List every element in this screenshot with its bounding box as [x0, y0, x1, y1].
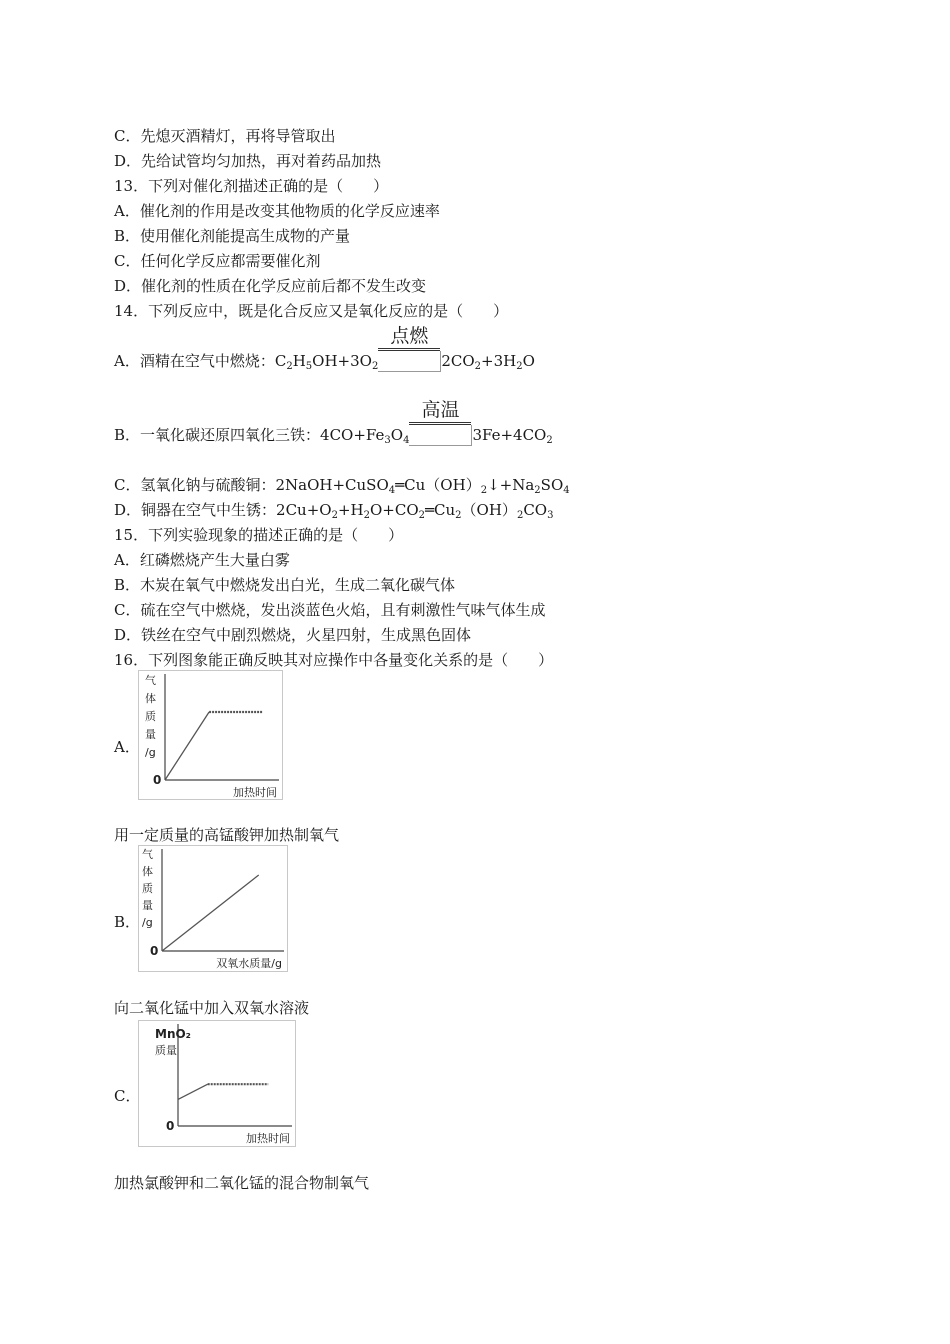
y-axis-label: 质量 — [155, 1044, 177, 1057]
chart-b — [138, 845, 288, 972]
q13-option-d: D．催化剂的性质在化学反应前后都不发生改变 — [114, 277, 427, 295]
y-axis-label: /g — [145, 746, 156, 759]
q14-a-rhs: $2CO_2+3H_2O$ — [441, 352, 535, 372]
origin-label: 0 — [150, 944, 159, 958]
chart-b-svg — [138, 845, 288, 972]
q14-option-a — [114, 325, 535, 372]
y-axis-label: 量 — [142, 899, 153, 912]
y-axis-label: /g — [142, 916, 153, 929]
chart-a-svg — [138, 670, 283, 800]
q15-option-d: D．铁丝在空气中剧烈燃烧，火星四射，生成黑色固体 — [114, 626, 472, 644]
q14-option-b — [114, 399, 553, 446]
series-segment — [178, 1084, 208, 1099]
x-axis-label: 加热时间 — [233, 786, 277, 799]
q12-option-d: D．先给试管均匀加热，再对着药品加热 — [114, 152, 382, 170]
y-axis-label: 质 — [145, 710, 156, 723]
q15-stem: 15．下列实验现象的描述正确的是（ ） — [114, 526, 404, 544]
q16-option-c-label: C． — [114, 1087, 141, 1105]
q14-b-rhs: $3Fe+4CO_2$ — [472, 426, 553, 446]
q16-stem: 16．下列图象能正确反映其对应操作中各量变化关系的是（ ） — [114, 651, 554, 669]
q14-a-label: A．酒精在空气中燃烧： — [114, 352, 275, 370]
origin-label: 0 — [153, 773, 162, 787]
q14-stem: 14．下列反应中，既是化合反应又是氧化反应的是（ ） — [114, 302, 509, 320]
chart-c — [138, 1020, 296, 1147]
series-segment — [165, 712, 209, 780]
q15-option-c: C．硫在空气中燃烧，发出淡蓝色火焰，且有刺激性气味气体生成 — [114, 601, 546, 619]
q16-option-c-caption: 加热氯酸钾和二氧化锰的混合物制氧气 — [114, 1174, 370, 1192]
chart-a — [138, 670, 283, 800]
q12-option-c: C．先熄灭酒精灯，再将导管取出 — [114, 127, 336, 145]
y-axis-label: 气 — [142, 848, 153, 861]
q16-option-b-label: B． — [114, 913, 141, 931]
x-axis-label: 双氧水质量/g — [216, 957, 282, 970]
q16-option-b-caption: 向二氧化锰中加入双氧水溶液 — [114, 999, 310, 1017]
y-axis-label: 质 — [142, 882, 153, 895]
q14-b-label: B．一氧化碳还原四氧化三铁： — [114, 426, 321, 444]
q16-option-a-label: A． — [114, 738, 140, 756]
y-axis-label: MnO₂ — [155, 1027, 191, 1041]
x-axis-label: 加热时间 — [246, 1132, 290, 1145]
q14-a-lhs: $C_2H_5OH+3O_2$ — [274, 352, 379, 372]
q14-b-lhs: $4CO+Fe_3O_4$ — [320, 426, 410, 446]
q13-option-b: B．使用催化剂能提高生成物的产量 — [114, 227, 351, 245]
series-segment — [162, 875, 259, 951]
y-axis-label: 气 — [145, 674, 156, 687]
q13-option-a: A．催化剂的作用是改变其他物质的化学反应速率 — [114, 202, 440, 220]
reaction-condition-ignite: 点燃 — [378, 351, 441, 372]
q13-stem: 13．下列对催化剂描述正确的是（ ） — [114, 177, 389, 195]
q15-option-a: A．红磷燃烧产生大量白雾 — [114, 551, 290, 569]
q16-option-a-caption: 用一定质量的高锰酸钾加热制氧气 — [114, 826, 340, 844]
origin-label: 0 — [166, 1119, 175, 1133]
y-axis-label: 体 — [142, 865, 153, 878]
q15-option-b: B．木炭在氧气中燃烧发出白光，生成二氧化碳气体 — [114, 576, 456, 594]
q14-option-c: C．氢氧化钠与硫酸铜：$2NaOH+CuSO_4═Cu(OH)_2↓+Na_2SO_4$ — [114, 476, 570, 496]
chart-c-svg — [138, 1020, 296, 1147]
y-axis-label: 体 — [145, 692, 156, 705]
y-axis-label: 量 — [145, 728, 156, 741]
reaction-condition-high-temp: 高温 — [409, 425, 472, 446]
q14-option-d: D．铜器在空气中生锈：$2Cu+O_2+H_2O+CO_2═Cu_2(OH)_2CO_3$ — [114, 501, 554, 521]
chart-frame — [139, 846, 288, 972]
q13-option-c: C．任何化学反应都需要催化剂 — [114, 252, 321, 270]
